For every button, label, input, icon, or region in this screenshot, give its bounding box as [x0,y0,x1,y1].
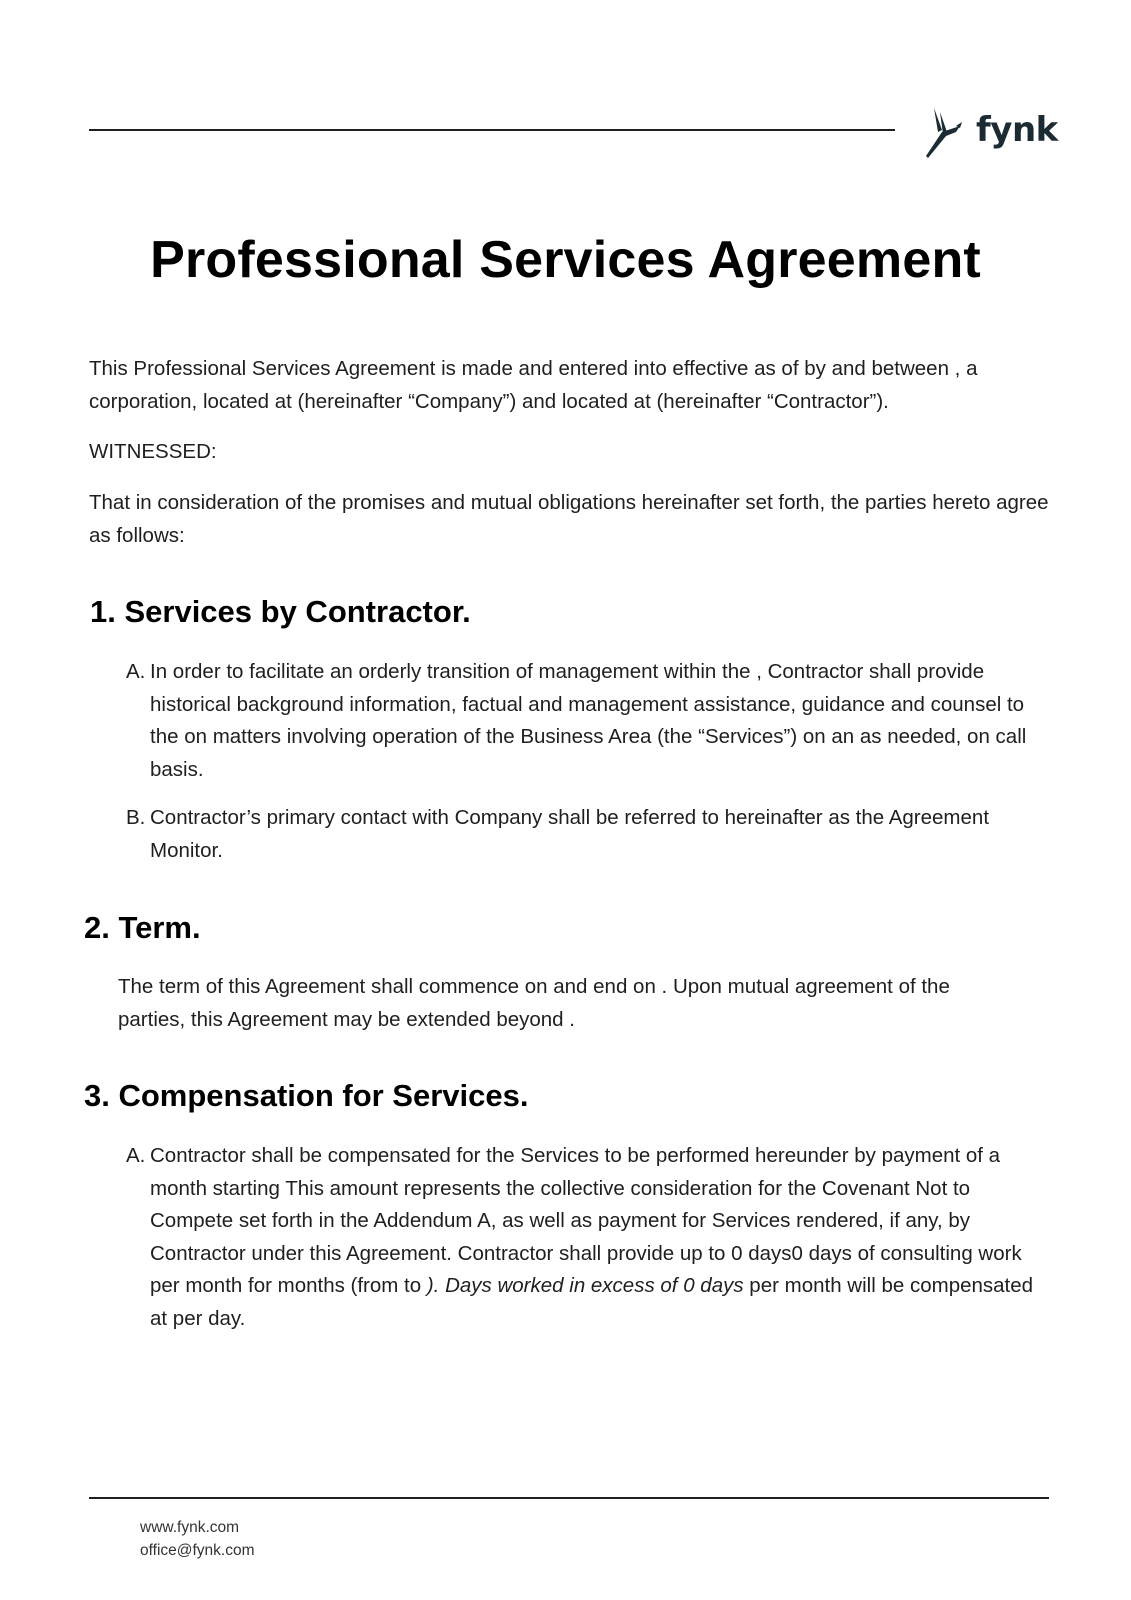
bird-logo-icon [920,106,972,160]
document-title: Professional Services Agreement [150,231,981,289]
item-text-part-1: Contractor shall be compensated for the Services to be performed hereunder by payment of a month starting This amount represents the collective consideration for the Covenant Not to Compete set forth in the Addendum A, as well as payment for Services rendered, if any, by Contractor under this Agreement. Contractor shall provide up to 0 days0 days of consulting work per month for months (from to [150,1144,1022,1297]
section-2-text: The term of this Agreement shall commence on and end on . Upon mutual agreement of the parties, this Agreement may be extended beyond . [118,975,950,1031]
section-1-item-b [126,802,1046,867]
consideration-paragraph: That in consideration of the promises and mutual obligations hereinafter set forth, the parties hereto agree as follows: [89,491,1049,547]
brand-name: fynk [976,110,1058,150]
item-marker: B. [126,806,146,829]
intro-paragraph: This Professional Services Agreement is made and entered into effective as of by and between , a corporation, located at (hereinafter “Company”) and located at (hereinafter “Contractor”). [89,357,978,413]
item-marker: A. [126,660,146,683]
item-text: Contractor’s primary contact with Company shall be referred to hereinafter as the Agreement Monitor. [150,806,990,862]
footer-website-link[interactable]: www.fynk.com [140,1519,240,1536]
section-3-heading: 3. Compensation for Services. [84,1078,529,1113]
item-text-italic: ). Days worked in excess of 0 days [426,1274,744,1297]
item-text-part-2: per month will be compensated at per day. [150,1274,1034,1330]
section-1-item-a [126,656,1046,786]
section-3-item-a [126,1140,1046,1335]
section-2-heading: 2. Term. [84,910,201,945]
item-marker: A. [126,1144,146,1167]
item-text: In order to facilitate an orderly transition of management within the , Contractor shall provide historical background information, factual and management assistance, guidance and counsel to the on matters involving operation of the Business Area (the “Services”) on an as needed, on call basis. [150,660,1027,781]
brand-logo [920,106,1058,160]
item-text [150,1140,1046,1335]
footer-divider [89,1497,1049,1499]
footer-email-link[interactable]: office@fynk.com [140,1542,255,1559]
header-divider [89,129,895,131]
section-1-heading: 1. Services by Contractor. [90,594,471,629]
witnessed-label: WITNESSED: [89,440,217,463]
